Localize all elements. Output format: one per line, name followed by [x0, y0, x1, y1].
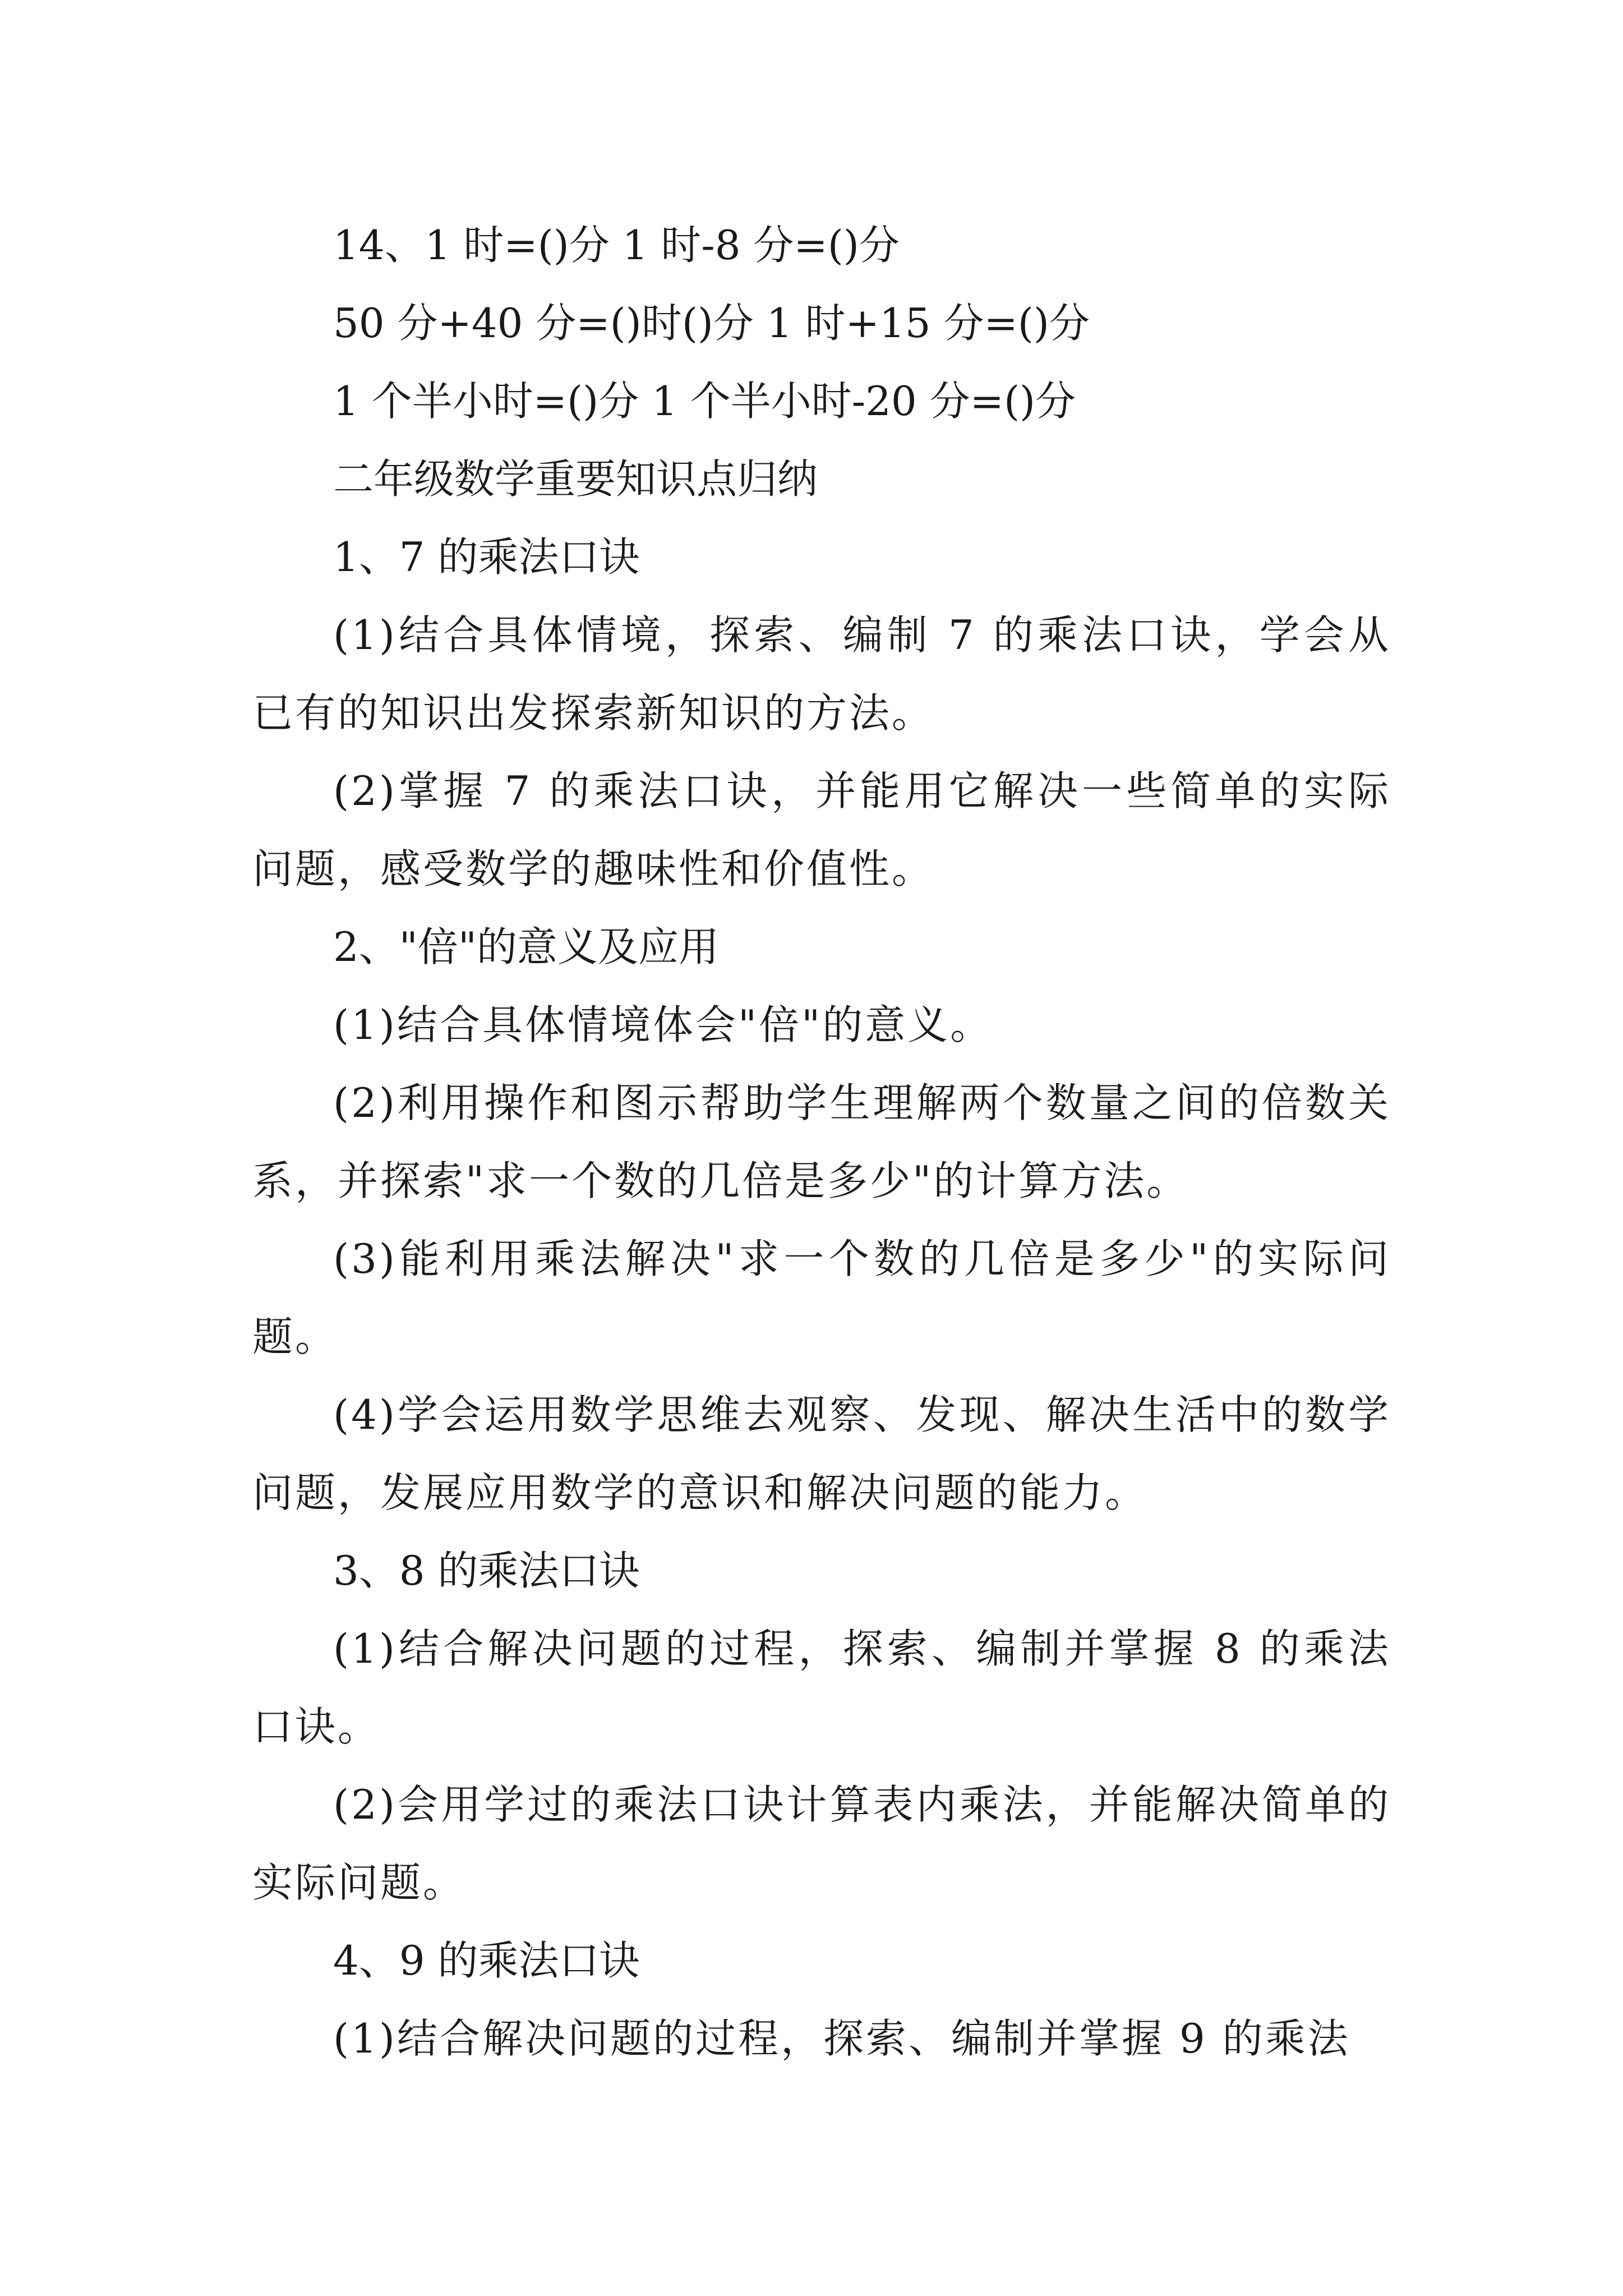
paragraph-1-1: (1)结合具体情境，探索、编制 7 的乘法口诀，学会从已有的知识出发探索新知识的方法。	[252, 611, 1391, 737]
heading-2: 2、"倍"的意义及应用	[333, 923, 720, 970]
exercise-line-3: 1 个半小时=()分 1 个半小时-20 分=()分	[333, 378, 1076, 425]
paragraph-3-1: (1)结合解决问题的过程，探索、编制并掌握 8 的乘法口诀。	[252, 1625, 1391, 1750]
paragraph-4-1: (1)结合解决问题的过程，探索、编制并掌握 9 的乘法	[333, 2015, 1350, 2062]
exercise-line-1: 14、1 时=()分 1 时-8 分=()分	[333, 222, 900, 269]
paragraph-2-4: (4)学会运用数学思维去观察、发现、解决生活中的数学问题，发展应用数学的意识和解决问题的能力。	[252, 1391, 1391, 1516]
paragraph-1-2: (2)掌握 7 的乘法口诀，并能用它解决一些简单的实际问题，感受数学的趣味性和价值性。	[252, 767, 1391, 892]
heading-3: 3、8 的乘法口诀	[333, 1547, 640, 1594]
paragraph-2-3: (3)能利用乘法解决"求一个数的几倍是多少"的实际问题。	[252, 1235, 1391, 1360]
paragraph-3-2: (2)会用学过的乘法口诀计算表内乘法，并能解决简单的实际问题。	[252, 1781, 1391, 1906]
paragraph-2-1: (1)结合具体情境体会"倍"的意义。	[333, 1001, 993, 1048]
heading-4: 4、9 的乘法口诀	[333, 1937, 640, 1984]
exercise-line-2: 50 分+40 分=()时()分 1 时+15 分=()分	[333, 300, 1090, 347]
paragraph-2-2: (2)利用操作和图示帮助学生理解两个数量之间的倍数关系，并探索"求一个数的几倍是多少"的计算方法。	[252, 1079, 1391, 1204]
heading-1: 1、7 的乘法口诀	[333, 533, 640, 581]
section-title: 二年级数学重要知识点归纳	[333, 455, 818, 503]
document-body	[252, 206, 1391, 2078]
